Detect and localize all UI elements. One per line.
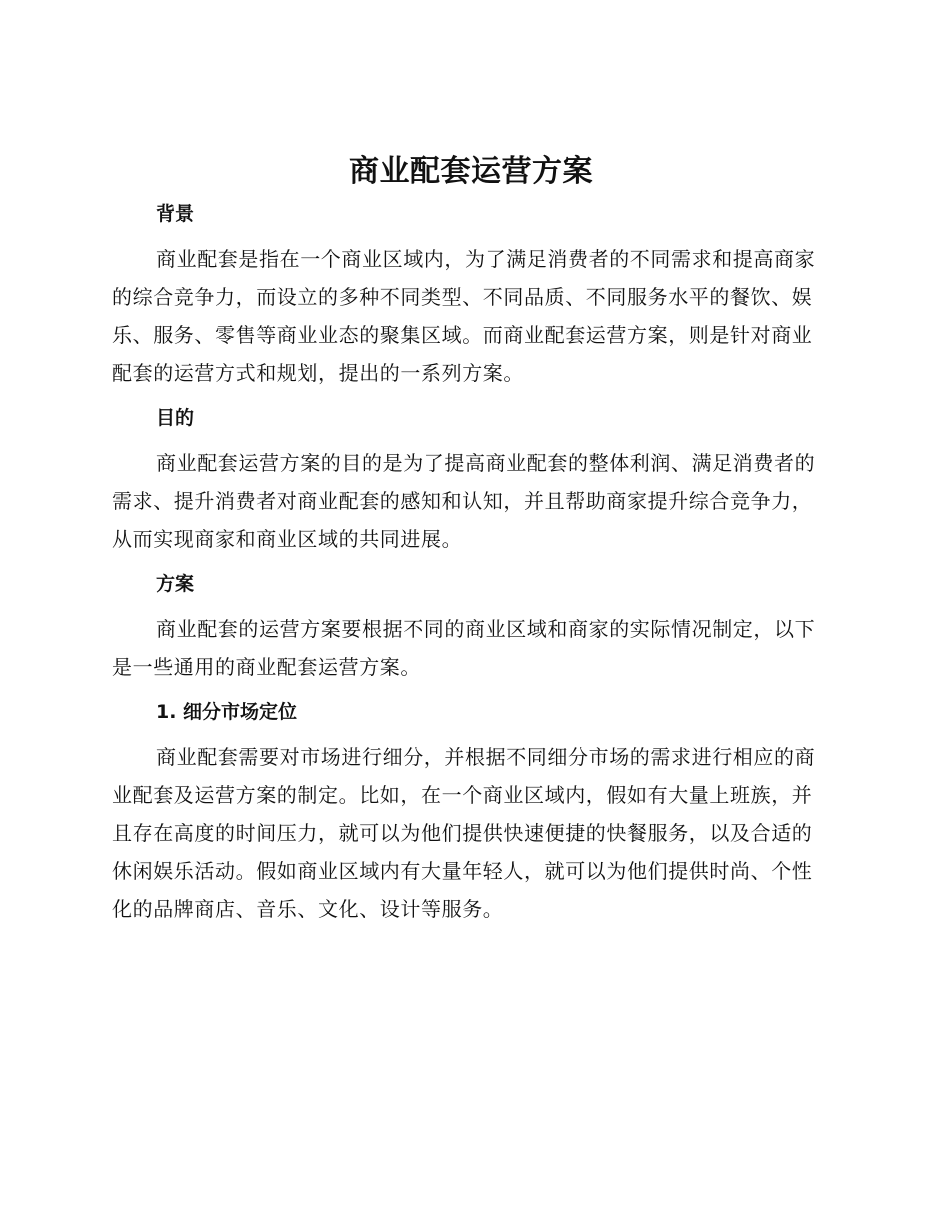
section-heading-market-positioning: 1. 细分市场定位 xyxy=(156,701,298,723)
document-title: 商业配套运营方案 xyxy=(349,154,593,189)
section-heading-purpose: 目的 xyxy=(156,407,195,429)
section-paragraph-background: 商业配套是指在一个商业区域内，为了满足消费者的不同需求和提高商家的综合竞争力，而设立的多种不同类型、不同品质、不同服务水平的餐饮、娱乐、服务、零售等商业业态的聚集区域。而商业配套运营方案，则是针对商业配套的运营方式和规划，提出的一系列方案。 xyxy=(112,247,816,385)
section-paragraph-purpose: 商业配套运营方案的目的是为了提高商业配套的整体利润、满足消费者的需求、提升消费者对商业配套的感知和认知，并且帮助商家提升综合竞争力，从而实现商家和商业区域的共同进展。 xyxy=(112,451,816,551)
document-body xyxy=(112,150,830,940)
section-heading-background: 背景 xyxy=(156,203,195,225)
section-paragraph-plan: 商业配套的运营方案要根据不同的商业区域和商家的实际情况制定，以下是一些通用的商业配套运营方案。 xyxy=(112,617,816,679)
section-heading-plan: 方案 xyxy=(156,573,195,595)
section-paragraph-market-positioning: 商业配套需要对市场进行细分，并根据不同细分市场的需求进行相应的商业配套及运营方案的制定。比如，在一个商业区域内，假如有大量上班族，并且存在高度的时间压力，就可以为他们提供快速便捷的快餐服务，以及合适的休闲娱乐活动。假如商业区域内有大量年轻人，就可以为他们提供时尚、个性化的品牌商店、音乐、文化、设计等服务。 xyxy=(112,745,816,921)
